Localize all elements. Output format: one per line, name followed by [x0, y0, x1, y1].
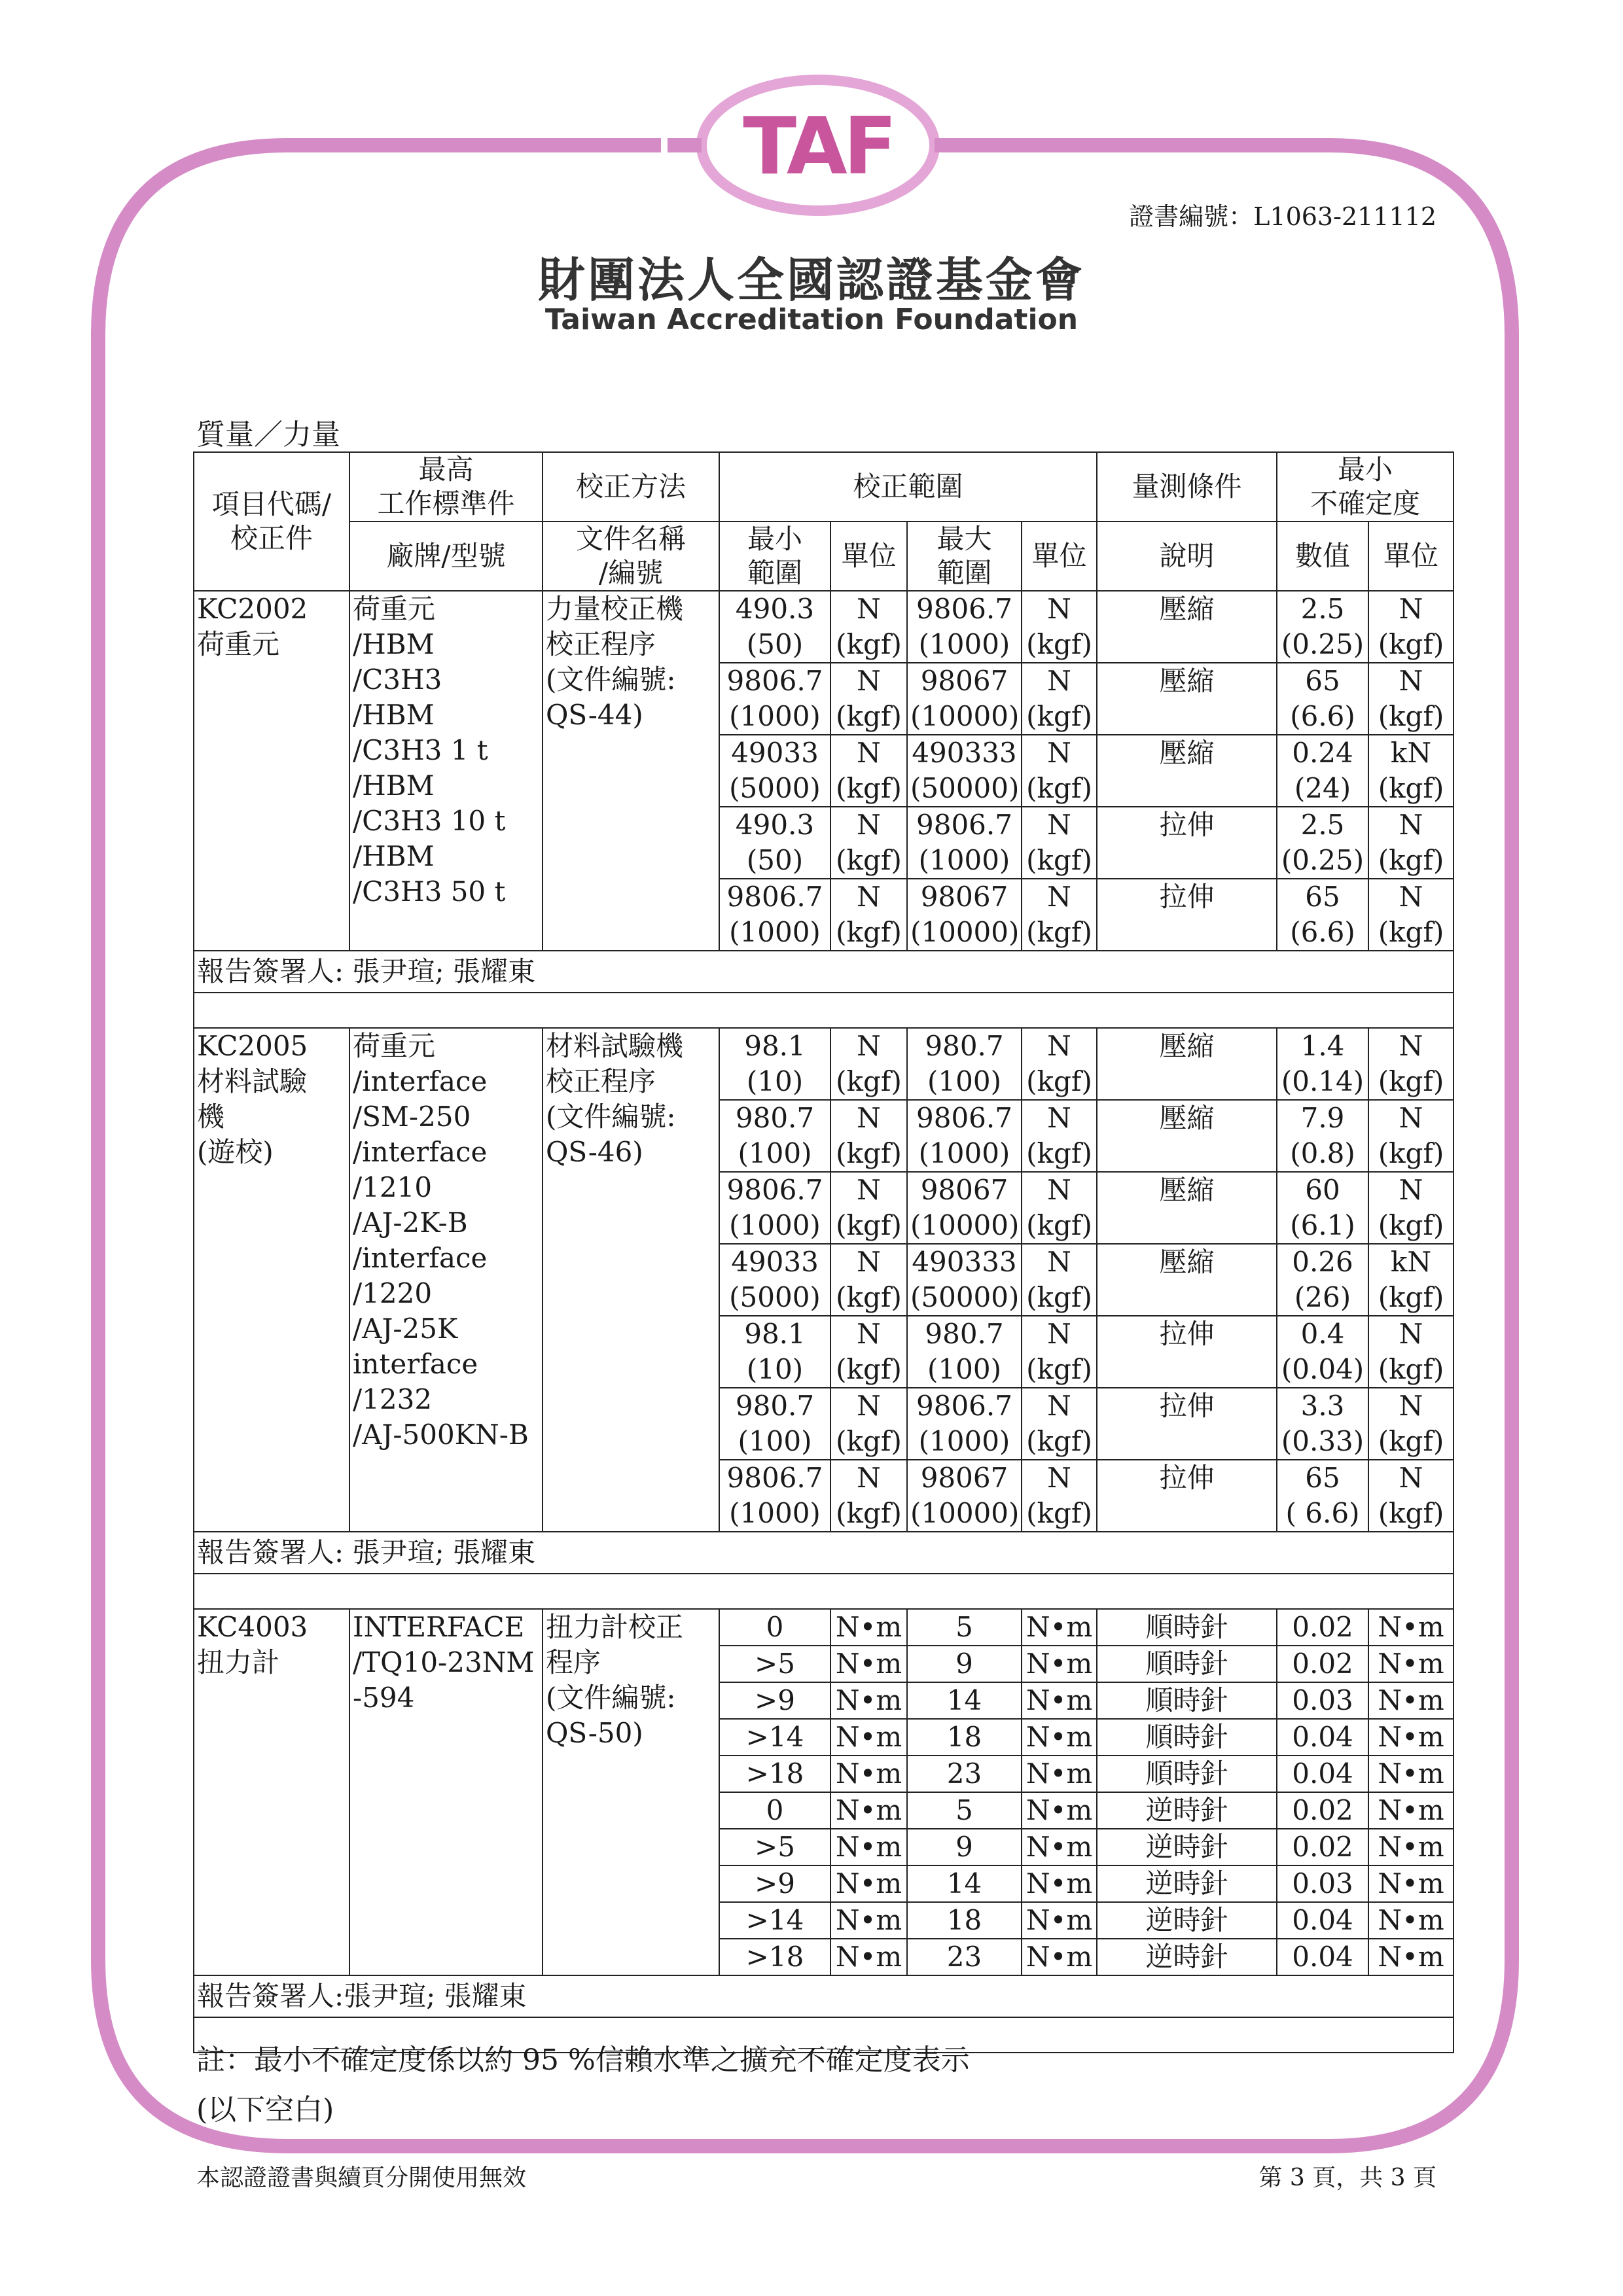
min-range: >5 — [719, 1829, 830, 1865]
unit: N•m — [1022, 1829, 1097, 1865]
blank-below-note: (以下空白) — [196, 2093, 334, 2127]
signatory-row — [194, 1975, 1454, 2017]
min-range: >18 — [719, 1939, 830, 1975]
unit: N•m — [1368, 1792, 1454, 1829]
unit: N•m — [1022, 1646, 1097, 1682]
uncertainty-value: 2.5 (0.25) — [1277, 807, 1368, 879]
max-range: 980.7 (100) — [907, 1316, 1022, 1388]
description: 壓縮 — [1097, 1028, 1277, 1100]
method-doc: 扭力計校正 程序 (文件編號: QS-50) — [543, 1609, 719, 1975]
min-range: 98.1 (10) — [719, 1316, 830, 1388]
uncertainty-value: 0.04 — [1277, 1902, 1368, 1939]
unit: N•m — [830, 1792, 907, 1829]
min-range: >5 — [719, 1646, 830, 1682]
header-unit: 單位 — [1022, 521, 1097, 591]
organization-name-en: Taiwan Accreditation Foundation — [544, 303, 1079, 336]
unit: kN (kgf) — [1368, 1244, 1454, 1316]
unit: N•m — [1368, 1646, 1454, 1682]
max-range: 9806.7 (1000) — [907, 1100, 1022, 1172]
unit: N (kgf) — [1022, 1460, 1097, 1532]
min-range: 0 — [719, 1792, 830, 1829]
description: 拉伸 — [1097, 1388, 1277, 1460]
uncertainty-value: 2.5 (0.25) — [1277, 591, 1368, 663]
header-range: 校正範圍 — [719, 452, 1097, 521]
description: 順時針 — [1097, 1756, 1277, 1792]
certificate-number: 證書編號：L1063-211112 — [1129, 202, 1436, 231]
calibration-table — [193, 451, 1454, 2053]
unit: N (kgf) — [830, 1100, 907, 1172]
unit: N (kgf) — [1368, 591, 1454, 663]
unit: N•m — [1368, 1939, 1454, 1975]
unit: N (kgf) — [1022, 1028, 1097, 1100]
unit: N (kgf) — [1022, 1316, 1097, 1388]
header-unit: 單位 — [830, 521, 907, 591]
unit: N (kgf) — [830, 879, 907, 951]
description: 拉伸 — [1097, 1460, 1277, 1532]
unit: N (kgf) — [1022, 807, 1097, 879]
description: 壓縮 — [1097, 1100, 1277, 1172]
unit: N (kgf) — [1368, 879, 1454, 951]
header-description: 說明 — [1097, 521, 1277, 591]
organization-name-zh: 財團法人全國認證基金會 — [537, 253, 1085, 308]
taf-logo: TAF — [743, 101, 893, 192]
min-range: 490.3 (50) — [719, 807, 830, 879]
unit: N (kgf) — [1022, 1244, 1097, 1316]
header-min-uncertainty: 最小 不確定度 — [1277, 452, 1454, 521]
unit: N (kgf) — [1368, 1460, 1454, 1532]
unit: N•m — [1368, 1756, 1454, 1792]
max-range: 9806.7 (1000) — [907, 591, 1022, 663]
unit: N•m — [830, 1719, 907, 1756]
standard-brand-model: 荷重元 /interface /SM-250 /interface /1210 /AJ-2K-B /interface /1220 /AJ-25K interface /1232 /AJ-500KN-B — [349, 1028, 543, 1532]
max-range: 23 — [907, 1939, 1022, 1975]
unit: N (kgf) — [1368, 807, 1454, 879]
description: 順時針 — [1097, 1682, 1277, 1719]
uncertainty-value: 0.04 — [1277, 1756, 1368, 1792]
description: 順時針 — [1097, 1646, 1277, 1682]
unit: N (kgf) — [830, 735, 907, 807]
unit: N•m — [830, 1609, 907, 1646]
min-range: >18 — [719, 1756, 830, 1792]
max-range: 9 — [907, 1646, 1022, 1682]
max-range: 5 — [907, 1609, 1022, 1646]
unit: N (kgf) — [830, 1388, 907, 1460]
uncertainty-value: 0.02 — [1277, 1792, 1368, 1829]
unit: N•m — [830, 1756, 907, 1792]
group-kc4003 — [194, 1609, 1454, 2053]
unit: N (kgf) — [1022, 1172, 1097, 1244]
uncertainty-value: 0.03 — [1277, 1865, 1368, 1902]
uncertainty-value: 0.02 — [1277, 1609, 1368, 1646]
item-code: KC2002 荷重元 — [194, 591, 349, 951]
description: 壓縮 — [1097, 1244, 1277, 1316]
max-range: 490333 (50000) — [907, 735, 1022, 807]
footer-validity-note: 本認證證書與續頁分開使用無效 — [196, 2164, 527, 2191]
table-row — [194, 591, 1454, 663]
unit: N•m — [1022, 1682, 1097, 1719]
min-range: 980.7 (100) — [719, 1100, 830, 1172]
description: 拉伸 — [1097, 879, 1277, 951]
max-range: 490333 (50000) — [907, 1244, 1022, 1316]
signatory-row — [194, 1532, 1454, 1574]
header-max-standard: 最高 工作標準件 — [349, 452, 543, 521]
table-row — [194, 1028, 1454, 1100]
unit: N (kgf) — [830, 1244, 907, 1316]
signatory: 報告簽署人:張尹瑄; 張耀東 — [194, 1975, 1454, 2017]
unit: N•m — [1022, 1609, 1097, 1646]
description: 逆時針 — [1097, 1939, 1277, 1975]
uncertainty-value: 65 ( 6.6) — [1277, 1460, 1368, 1532]
table-row — [194, 1609, 1454, 1646]
unit: N (kgf) — [1368, 1172, 1454, 1244]
min-range: 9806.7 (1000) — [719, 1172, 830, 1244]
unit: N (kgf) — [1022, 1388, 1097, 1460]
min-range: 49033 (5000) — [719, 1244, 830, 1316]
unit: N•m — [830, 1682, 907, 1719]
min-range: >9 — [719, 1682, 830, 1719]
min-range: 9806.7 (1000) — [719, 879, 830, 951]
uncertainty-value: 1.4 (0.14) — [1277, 1028, 1368, 1100]
description: 順時針 — [1097, 1609, 1277, 1646]
unit: N•m — [1022, 1865, 1097, 1902]
uncertainty-value: 0.04 — [1277, 1719, 1368, 1756]
header-item-code: 項目代碼/ 校正件 — [194, 452, 349, 591]
unit: N•m — [1022, 1719, 1097, 1756]
method-doc: 材料試驗機 校正程序 (文件編號: QS-46) — [543, 1028, 719, 1532]
max-range: 18 — [907, 1902, 1022, 1939]
uncertainty-value: 0.4 (0.04) — [1277, 1316, 1368, 1388]
unit: N (kgf) — [1022, 591, 1097, 663]
unit: N•m — [1022, 1939, 1097, 1975]
signatory: 報告簽署人: 張尹瑄; 張耀東 — [194, 951, 1454, 993]
unit: N•m — [1022, 1902, 1097, 1939]
unit: N (kgf) — [1022, 879, 1097, 951]
uncertainty-value: 0.24 (24) — [1277, 735, 1368, 807]
signatory: 報告簽署人: 張尹瑄; 張耀東 — [194, 1532, 1454, 1574]
header-value: 數值 — [1277, 521, 1368, 591]
description: 逆時針 — [1097, 1792, 1277, 1829]
blank-row — [194, 993, 1454, 1028]
min-range: >9 — [719, 1865, 830, 1902]
uncertainty-value: 0.03 — [1277, 1682, 1368, 1719]
header-doc-name: 文件名稱 /編號 — [543, 521, 719, 591]
description: 逆時針 — [1097, 1829, 1277, 1865]
unit: N•m — [1368, 1829, 1454, 1865]
description: 順時針 — [1097, 1719, 1277, 1756]
max-range: 14 — [907, 1865, 1022, 1902]
unit: N•m — [830, 1829, 907, 1865]
min-range: >14 — [719, 1719, 830, 1756]
uncertainty-value: 0.04 — [1277, 1939, 1368, 1975]
unit: N•m — [1368, 1682, 1454, 1719]
unit: N (kgf) — [1022, 735, 1097, 807]
description: 逆時針 — [1097, 1902, 1277, 1939]
unit: N•m — [1022, 1756, 1097, 1792]
max-range: 5 — [907, 1792, 1022, 1829]
min-range: 9806.7 (1000) — [719, 663, 830, 735]
unit: N (kgf) — [1368, 1100, 1454, 1172]
max-range: 98067 (10000) — [907, 1172, 1022, 1244]
page-number: 第 3 頁，共 3 頁 — [1258, 2164, 1436, 2191]
unit: N•m — [830, 1865, 907, 1902]
uncertainty-value: 65 (6.6) — [1277, 663, 1368, 735]
unit: N (kgf) — [830, 591, 907, 663]
uncertainty-value: 3.3 (0.33) — [1277, 1388, 1368, 1460]
header-min-range: 最小 範圍 — [719, 521, 830, 591]
unit: N•m — [1368, 1865, 1454, 1902]
min-range: 49033 (5000) — [719, 735, 830, 807]
unit: N•m — [1368, 1609, 1454, 1646]
group-kc2005 — [194, 1028, 1454, 1609]
unit: N•m — [1022, 1792, 1097, 1829]
unit: N (kgf) — [1368, 1316, 1454, 1388]
min-range: 490.3 (50) — [719, 591, 830, 663]
unit: N (kgf) — [830, 1460, 907, 1532]
header-unit: 單位 — [1368, 521, 1454, 591]
max-range: 14 — [907, 1682, 1022, 1719]
unit: N (kgf) — [830, 1028, 907, 1100]
min-range: >14 — [719, 1902, 830, 1939]
unit: N (kgf) — [830, 1316, 907, 1388]
section-title: 質量／力量 — [196, 418, 340, 451]
max-range: 9806.7 (1000) — [907, 1388, 1022, 1460]
header-condition: 量測條件 — [1097, 452, 1277, 521]
description: 壓縮 — [1097, 663, 1277, 735]
min-range: 980.7 (100) — [719, 1388, 830, 1460]
unit: N (kgf) — [1368, 1388, 1454, 1460]
max-range: 980.7 (100) — [907, 1028, 1022, 1100]
description: 逆時針 — [1097, 1865, 1277, 1902]
unit: N•m — [830, 1646, 907, 1682]
description: 拉伸 — [1097, 1316, 1277, 1388]
header-max-range: 最大 範圍 — [907, 521, 1022, 591]
unit: N (kgf) — [830, 663, 907, 735]
min-range: 0 — [719, 1609, 830, 1646]
standard-brand-model: INTERFACE /TQ10-23NM -594 — [349, 1609, 543, 1975]
description: 壓縮 — [1097, 735, 1277, 807]
unit: N•m — [1368, 1902, 1454, 1939]
unit: N•m — [830, 1902, 907, 1939]
min-range: 98.1 (10) — [719, 1028, 830, 1100]
uncertainty-value: 60 (6.1) — [1277, 1172, 1368, 1244]
unit: kN (kgf) — [1368, 735, 1454, 807]
unit: N•m — [830, 1939, 907, 1975]
uncertainty-value: 7.9 (0.8) — [1277, 1100, 1368, 1172]
item-code: KC2005 材料試驗 機 (遊校) — [194, 1028, 349, 1532]
uncertainty-value: 0.02 — [1277, 1829, 1368, 1865]
uncertainty-value: 65 (6.6) — [1277, 879, 1368, 951]
description: 壓縮 — [1097, 1172, 1277, 1244]
unit: N•m — [1368, 1719, 1454, 1756]
blank-row — [194, 1574, 1454, 1609]
unit: N (kgf) — [830, 1172, 907, 1244]
unit: N (kgf) — [1022, 1100, 1097, 1172]
unit: N (kgf) — [1022, 663, 1097, 735]
standard-brand-model: 荷重元 /HBM /C3H3 /HBM /C3H3 1 t /HBM /C3H3 10 t /HBM /C3H3 50 t — [349, 591, 543, 951]
description: 拉伸 — [1097, 807, 1277, 879]
max-range: 98067 (10000) — [907, 1460, 1022, 1532]
unit: N (kgf) — [1368, 663, 1454, 735]
group-kc2002 — [194, 591, 1454, 1028]
max-range: 18 — [907, 1719, 1022, 1756]
method-doc: 力量校正機 校正程序 (文件編號: QS-44) — [543, 591, 719, 951]
unit: N (kgf) — [830, 807, 907, 879]
max-range: 9806.7 (1000) — [907, 807, 1022, 879]
unit: N (kgf) — [1368, 1028, 1454, 1100]
max-range: 9 — [907, 1829, 1022, 1865]
max-range: 23 — [907, 1756, 1022, 1792]
signatory-row — [194, 951, 1454, 993]
header-method: 校正方法 — [543, 452, 719, 521]
header-brand-model: 廠牌/型號 — [349, 521, 543, 591]
uncertainty-note: 註：最小不確定度係以約 95 %信賴水準之擴充不確定度表示 — [196, 2043, 970, 2077]
uncertainty-value: 0.02 — [1277, 1646, 1368, 1682]
max-range: 98067 (10000) — [907, 663, 1022, 735]
description: 壓縮 — [1097, 591, 1277, 663]
uncertainty-value: 0.26 (26) — [1277, 1244, 1368, 1316]
max-range: 98067 (10000) — [907, 879, 1022, 951]
min-range: 9806.7 (1000) — [719, 1460, 830, 1532]
item-code: KC4003 扭力計 — [194, 1609, 349, 1975]
